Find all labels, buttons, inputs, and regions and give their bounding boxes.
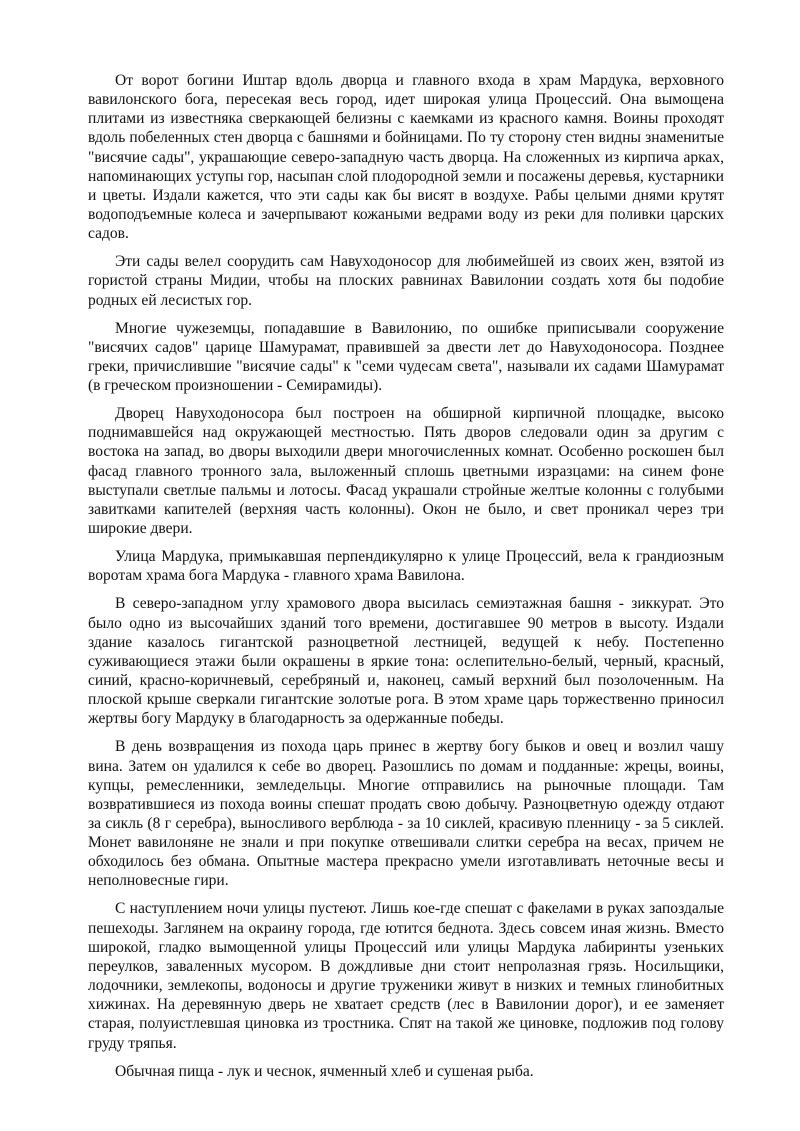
paragraph-food: Обычная пища - лук и чеснок, ячменный хлеб и сушеная рыба. (115, 1062, 534, 1080)
paragraph-marduk-street: Улица Мардука, примыкавшая перпендикулярно к улице Процессий, вела к грандиозным воротам храма бога Мардука - главного храма Вавилона. (88, 548, 724, 585)
paragraph-night-outskirts: С наступлением ночи улицы пустеют. Лишь кое-где спешат с факелами в руках запоздалые пешеходы. Заглянем на окраину города, где ютится беднота. Здесь совсем иная жизнь. Вместо широкой, гладко вымощенной улицы Процессий или улицы Мардука лабиринты узеньких переулков, заваленных мусором. В дождливые дни стоит непролазная грязь. Носильщики, лодочники, землекопы, водоносы и другие труженики живут в низких и темных глинобитных хижинах. На деревянную дверь не хватает средств (лес в Вавилонии дорог), и ее заменяет старая, полуистлевшая циновка из тростника. Спят на такой же циновке, подложив под голову груду тряпья. (88, 900, 724, 1052)
paragraph-market: В день возвращения из похода царь принес в жертву богу быков и овец и возлил чашу вина. Затем он удалился к себе во дворец. Разошлись по домам и подданные: жрецы, воины, купцы, ремесленники, земледельцы. Многие отправились на рыночные площади. Там возвратившиеся из похода воины спешат продать свою добычу. Разноцветную одежду отдают за сикль (8 г серебра), выносливого верблюда - за 10 сиклей, красивую пленницу - за 5 сиклей. Монет вавилоняне не знали и при покупке отвешивали слитки серебра на весах, причем не обходилось без обмана. Опытные мастера прекрасно умели изготавливать неточные весы и неполновесные гири. (88, 738, 724, 890)
document-page (88, 71, 724, 1081)
paragraph-gardens-origin: Эти сады велел соорудить сам Навуходоносор для любимейшей из своих жен, взятой из гористой страны Мидии, чтобы на плоских равнинах Вавилонии создать хотя бы подобие родных ей лесистых гор. (88, 253, 724, 309)
paragraph-ziggurat: В северо-западном углу храмового двора высилась семиэтажная башня - зиккурат. Это было одно из высочайших зданий того времени, достигавшее 90 метров в высоту. Издали здание казалось гигантской разноцветной лестницей, ведущей к небу. Постепенно суживающиеся этажи были окрашены в яркие тона: ослепительно-белый, черный, красный, синий, красно-коричневый, серебряный и, наконец, самый верхний был позолоченным. На плоской крыше сверкали гигантские золотые рога. В этом храме царь торжественно приносил жертвы богу Мардуку в благодарность за одержанные победы. (88, 595, 724, 728)
paragraph-shamuramat: Многие чужеземцы, попадавшие в Вавилонию, по ошибке приписывали сооружение "висячих садов" царице Шамурамат, правившей за двести лет до Навуходоносора. Позднее греки, причислившие "висячие сады" к "семи чудесам света", называли их садами Шамурамат (в греческом произношении - Семирамиды). (88, 319, 724, 395)
paragraph-ishtar-gate-street: От ворот богини Иштар вдоль дворца и главного входа в храм Мардука, верховного вавилонского бога, пересекая весь город, идет широкая улица Процессий. Она вымощена плитами из известняка сверкающей белизны с каемками из красного камня. Воины проходят вдоль побеленных стен дворца с башнями и бойницами. По ту сторону стен видны знаменитые "висячие сады", украшающие северо-западную часть дворца. На сложенных из кирпича арках, напоминающих уступы гор, насыпан слой плодородной земли и посажены деревья, кустарники и цветы. Издали кажется, что эти сады как бы висят в воздухе. Рабы целыми днями крутят водоподъемные колеса и зачерпывают кожаными ведрами воду из реки для поливки царских садов. (88, 72, 724, 243)
paragraph-palace: Дворец Навуходоносора был построен на обширной кирпичной площадке, высоко поднимавшейся над окружающей местностью. Пять дворов следовали один за другим с востока на запад, во дворы выходили двери многочисленных комнат. Особенно роскошен был фасад главного тронного зала, выложенный сплошь цветными изразцами: на синем фоне выступали светлые пальмы и лотосы. Фасад украшали стройные желтые колонны с голубыми завитками капителей (верхняя часть колонны). Окон не было, и свет проникал через три широкие двери. (88, 405, 724, 538)
